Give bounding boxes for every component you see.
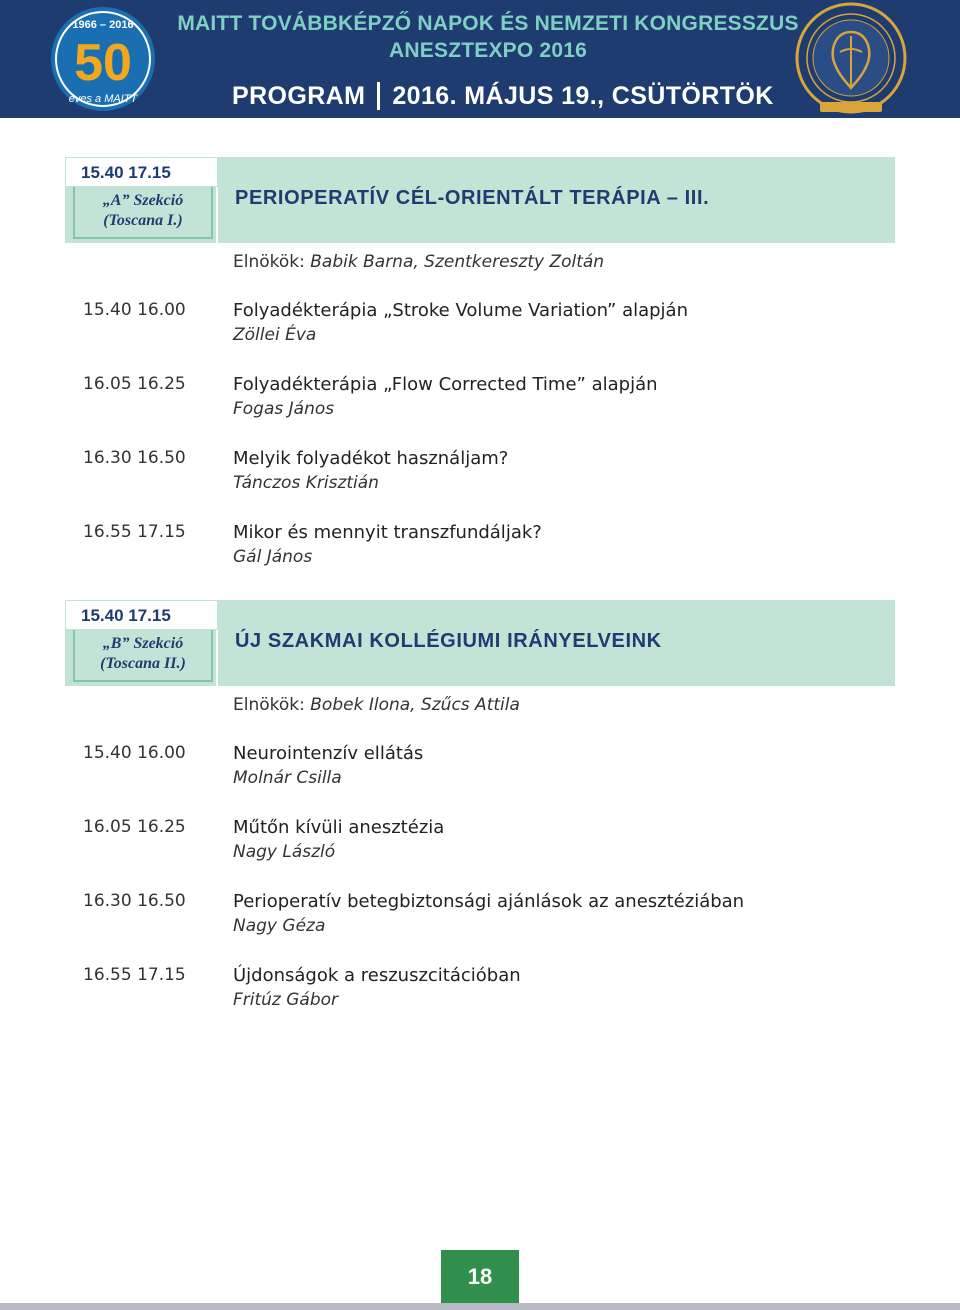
session-b-section: „B” Szekció: [102, 635, 184, 652]
program-label: PROGRAM: [232, 81, 366, 110]
session-b-label: [73, 630, 213, 682]
talk-speaker: Nagy László: [233, 842, 336, 862]
talk-speaker: Tánczos Krisztián: [233, 473, 379, 493]
talk-speaker: Nagy Géza: [233, 916, 326, 936]
session-a-section: „A” Szekció: [102, 192, 184, 209]
talk-title: Folyadékterápia „Flow Corrected Time” alapján: [233, 374, 658, 395]
chairs-names: Bobek Ilona, Szűcs Attila: [310, 695, 520, 715]
talk-speaker: Fogas János: [233, 399, 335, 419]
session-b-time: 15.40 17.15: [65, 600, 218, 630]
talk-time: 16.05 16.25: [83, 817, 186, 837]
talk-speaker: Zöllei Éva: [233, 325, 317, 345]
session-b-chairs: [233, 695, 520, 715]
talk-speaker: Fritúz Gábor: [233, 990, 339, 1010]
society-seal-emblem: [790, 2, 912, 116]
program-date-line: [232, 80, 774, 112]
talk-time: 16.30 16.50: [83, 891, 186, 911]
session-a-label: [73, 187, 213, 239]
badge-years: 1966 – 2016: [72, 19, 134, 31]
expo-title: ANESZTEXPO 2016: [389, 39, 587, 62]
session-a-chairs: [233, 252, 604, 272]
talk-title: Neurointenzív ellátás: [233, 743, 424, 764]
talk-title: Melyik folyadékot használjam?: [233, 448, 509, 469]
session-a-title: PERIOPERATÍV CÉL-ORIENTÁLT TERÁPIA – III.: [235, 187, 710, 209]
session-b-room: (Toscana II.): [100, 655, 186, 672]
page-header: [0, 0, 960, 118]
talk-time: 15.40 16.00: [83, 300, 186, 320]
talk-time: 16.55 17.15: [83, 522, 186, 542]
talk-speaker: Molnár Csilla: [233, 768, 342, 788]
badge-caption: éves a MAITT: [68, 93, 138, 105]
chairs-label: Elnökök:: [233, 695, 305, 715]
talk-time: 16.30 16.50: [83, 448, 186, 468]
footer-rule: [0, 1303, 960, 1310]
page-number: 18: [441, 1250, 519, 1304]
session-a-time: 15.40 17.15: [65, 157, 218, 187]
talk-speaker: Gál János: [233, 547, 313, 567]
session-b-header: [65, 600, 895, 686]
talk-time: 15.40 16.00: [83, 743, 186, 763]
talk-title: Mikor és mennyit transzfundáljak?: [233, 522, 542, 543]
session-b-title: ÚJ SZAKMAI KOLLÉGIUMI IRÁNYELVEINK: [235, 630, 662, 652]
session-a-header: [65, 157, 895, 243]
talk-title: Újdonságok a reszuszcitációban: [233, 965, 521, 986]
talk-time: 16.55 17.15: [83, 965, 186, 985]
talk-time: 16.05 16.25: [83, 374, 186, 394]
talk-title: Perioperatív betegbiztonsági ajánlások az anesztéziában: [233, 891, 745, 912]
congress-title: MAITT TOVÁBBKÉPZŐ NAPOK ÉS NEMZETI KONGRESSZUS: [177, 12, 799, 35]
talk-title: Műtőn kívüli anesztézia: [233, 817, 445, 838]
session-a-room: (Toscana I.): [103, 212, 183, 229]
date-label: 2016. MÁJUS 19., CSÜTÖRTÖK: [392, 81, 774, 110]
talk-title: Folyadékterápia „Stroke Volume Variation” alapján: [233, 300, 688, 321]
title-divider: [377, 82, 380, 110]
chairs-label: Elnökök:: [233, 252, 305, 272]
badge-number: 50: [74, 34, 132, 92]
chairs-names: Babik Barna, Szentkereszty Zoltán: [310, 252, 605, 272]
